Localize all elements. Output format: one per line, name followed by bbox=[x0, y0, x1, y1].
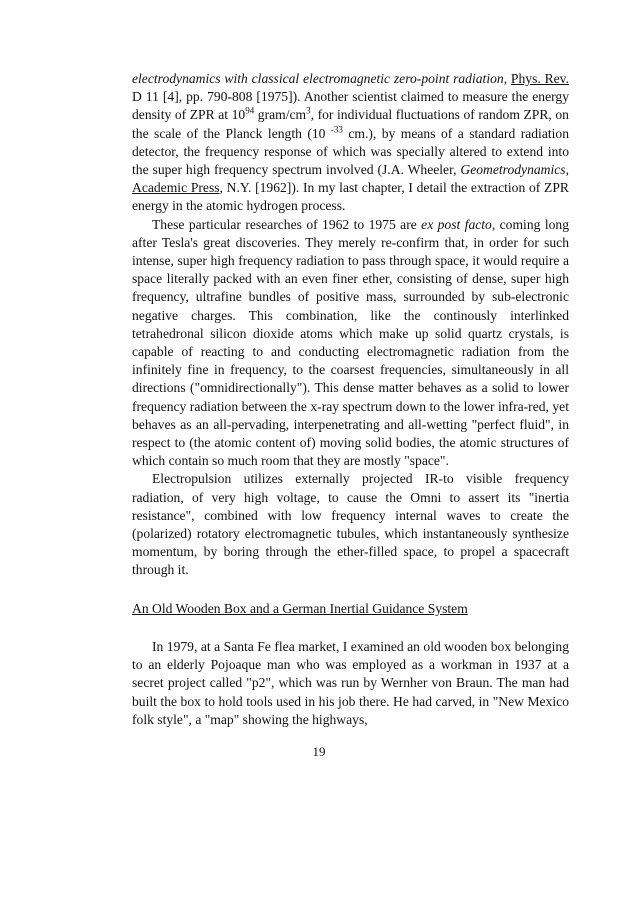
paragraph-1 bbox=[132, 70, 569, 216]
p1-text-c: , for individual fluctuations of random ZPR, on the scale of the Planck length (10 bbox=[132, 107, 569, 141]
p1-book-title: Geometrodynamics, bbox=[460, 162, 569, 178]
p1-text-a: D 11 [4], pp. 790-808 [1975]). Another scientist claimed to measure the energy density of ZPR at 10 bbox=[132, 89, 569, 123]
paragraph-2 bbox=[132, 216, 569, 471]
paragraph-4: In 1979, at a Santa Fe flea market, I examined an old wooden box belonging to an elderly Pojoaque man who was employed as a workman in 1937 at a secret project called "p2", which was run by Wernher von Braun. The man had built the box to hold tools used in his job there. He had carved, in "New Mexico folk style", a "map" showing the highways, bbox=[132, 638, 569, 727]
p1-exponent-94: 94 bbox=[245, 105, 255, 116]
p1-text-d: cm.), by means of a standard radiation detector, the frequency response of which was specially altered to extend into the super high frequency spectrum involved (J.A. Wheeler, bbox=[132, 125, 570, 178]
p1-publisher: Academic Press bbox=[132, 180, 220, 196]
paragraph-3: Electropulsion utilizes externally projected IR-to visible frequency radiation, of very high voltage, to cause the Omni to assert its "inertia resistance", combined with low frequency internal waves to create the (polarized) rotatory electromagnetic tubules, which instantaneously synthesize momentum, by boring through the ether-filled space, to propel a spacecraft through it. bbox=[132, 471, 569, 578]
p1-exponent-minus-33: -33 bbox=[330, 124, 343, 135]
section-heading: An Old Wooden Box and a German Inertial Guidance System bbox=[132, 600, 468, 616]
p1-exponent-3: 3 bbox=[306, 105, 311, 116]
p1-text-e: , N.Y. [1962]). In my last chapter, I detail the extraction of ZPR energy in the atomic hydrogen process. bbox=[132, 180, 569, 214]
p1-italic-citation: electrodynamics with classical electromagnetic zero-point radiation, bbox=[132, 71, 508, 86]
p2-text-a: These particular researches of 1962 to 1975 are bbox=[152, 216, 422, 232]
page-number: 19 bbox=[312, 744, 326, 759]
p1-text-b: gram/cm bbox=[254, 107, 307, 123]
p2-text-b: , coming long after Tesla's great discoveries. They merely re-confirm that, in order for such intense, super high frequency radiation to pass through space, it would require a space literally packed with an even finer ether, consisting of dense, super high frequency, ultrafine bundles of positive mass, surrounded by sub-electronic negative charges. This combination, like the continously interlinked tetrahedronal silicon dioxide atoms which make up solid quartz crystals, is capable of reacting to and conducting electromagnetic radiation from the infinitely fine in frequency, to the coarsest frequencies, simultaneously in all directions ("omnidirectionally"). This dense matter behaves as a solid to lower frequency radiation between the x-ray spectrum down to the lower infra-red, yet behaves as an all-pervading, interpenetrating and all-wetting "perfect fluid", in respect to (the atomic content of) moving solid bodies, the atomic structures of which contain so much room that they are mostly "space". bbox=[132, 216, 569, 469]
p2-italic-phrase: ex post facto bbox=[421, 216, 492, 232]
p1-journal-name: Phys. Rev. bbox=[510, 71, 569, 86]
body-text bbox=[132, 70, 569, 729]
